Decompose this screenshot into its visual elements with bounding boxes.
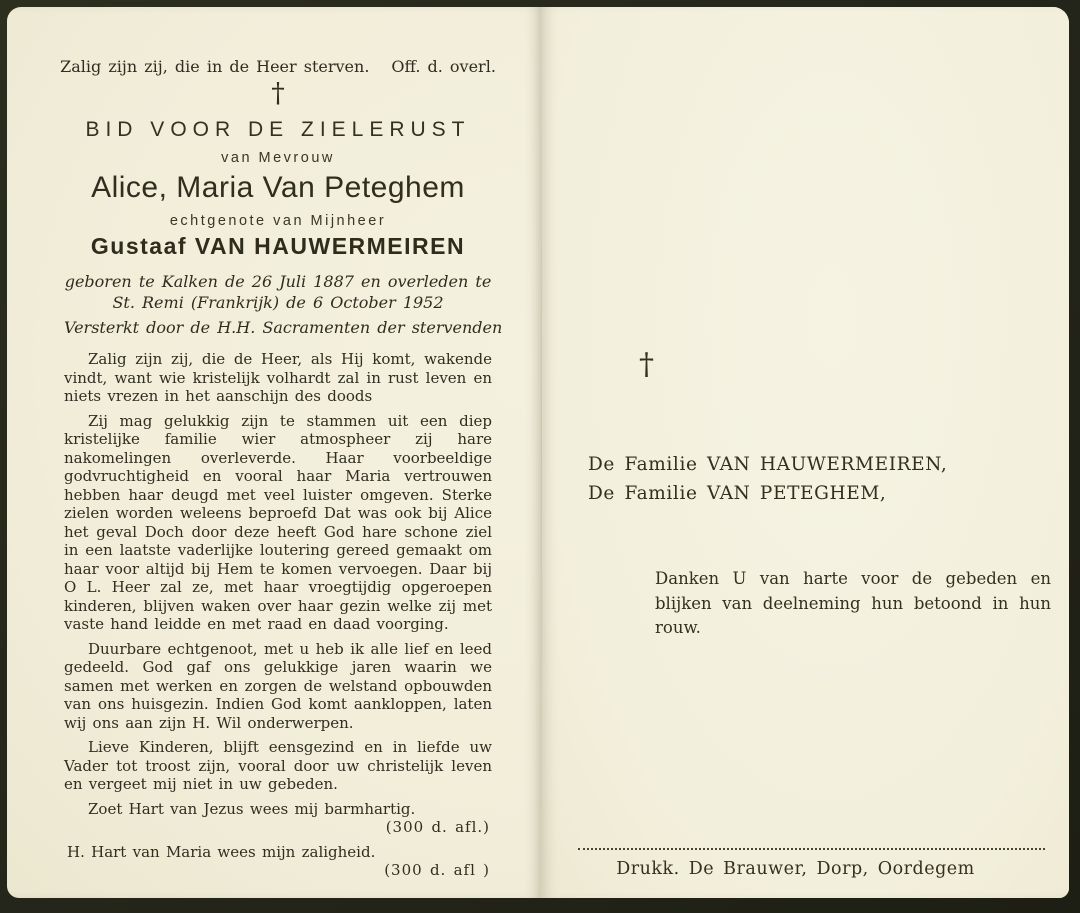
thanks-paragraph: Danken U van harte voor de gebeden en blijken van deelneming hun betoond in hun rouw. [655,569,1051,637]
indulgence-note: (300 d. afl ) [384,861,490,879]
prayer-jezus [64,800,492,837]
birth-death-line-1: geboren te Kalken de 26 Juli 1887 en overleden te [64,272,492,291]
right-page [542,7,1069,898]
birth-death-block [64,271,492,313]
memorial-text [64,350,492,880]
memorial-card [7,7,1069,898]
prayer-text: Zoet Hart van Jezus wees mij barmhartig. [88,799,416,818]
spouse-name: Gustaaf VAN HAUWERMEIREN [90,233,466,259]
epigraph-row [60,57,496,76]
cross-row [64,76,492,109]
left-page [7,7,541,898]
cross-icon: † [639,347,654,382]
families-block [588,451,947,508]
birth-death-line-2: St. Remi (Frankrijk) de 6 October 1952 [112,293,444,312]
relation-line: echtgenote van Mijnheer [169,213,387,229]
printer-divider [578,848,1045,850]
family-line: De Familie VAN PETEGHEM, [588,482,887,504]
prayer-text: H. Hart van Maria wees mijn zaligheid. [67,842,376,861]
memorial-paragraph: Zalig zijn zij, die de Heer, als Hij komt, wakende vindt, want wie kristelijk volhardt zal in rust leven en niets vrezen in het aanschijn des doods [64,350,492,405]
honorific-line: van Mevrouw [221,150,335,166]
indulgence-note: (300 d. afl.) [385,818,490,836]
epigraph-quote: Zalig zijn zij, die in de Heer sterven. [60,57,370,76]
family-line: De Familie VAN HAUWERMEIREN, [588,454,948,475]
sacraments-line: Versterkt door de H.H. Sacramenten der stervenden [64,318,503,337]
memorial-paragraph: Lieve Kinderen, blijft eensgezind en in liefde uw Vader tot troost zijn, vooral door uw christelijk leven en vergeet mij niet in uw gebeden. [64,738,492,793]
memorial-paragraph: Duurbare echtgenoot, met u heb ik alle lief en leed gedeeld. God gaf ons gelukkige jaren waarin we samen met werken en zorgen de welstand opbouwden van ons huisgezin. Indien God komt aankloppen, laten wij ons aan zijn H. Wil onderwerpen. [64,639,492,732]
epigraph-reference: Off. d. overl. [391,57,496,76]
memorial-paragraph: Zij mag gelukkig zijn te stammen uit een diep kristelijke familie wier atmospheer zij hare nakomelingen overleverde. Haar voorbeeldige godvruchtigheid en vooral haar Maria vertrouwen hebben haar deugd met veel luister omgeven. Sterke zielen worden weleens beproefd Dat was ook bij Alice het geval Doch door deze heeft God hare schone ziel in een laatste vaderlijke loutering gereed gemaakt om haar voor altijd bij Hem te komen vervoegen. Daar bij O L. Heer zal ze, met haar vroegtijdig opgeroepen kinderen, blijven waken over haar gezin welke zij met vaste hand leidde en met raad en daad voorging. [64,411,492,633]
cross-icon: † [271,78,285,109]
deceased-name: Alice, Maria Van Peteghem [91,171,465,204]
prayer-maria [64,843,492,880]
page-title: BID VOOR DE ZIELERUST [85,118,471,141]
printer-credit: Drukk. De Brauwer, Dorp, Oordegem [616,859,975,879]
